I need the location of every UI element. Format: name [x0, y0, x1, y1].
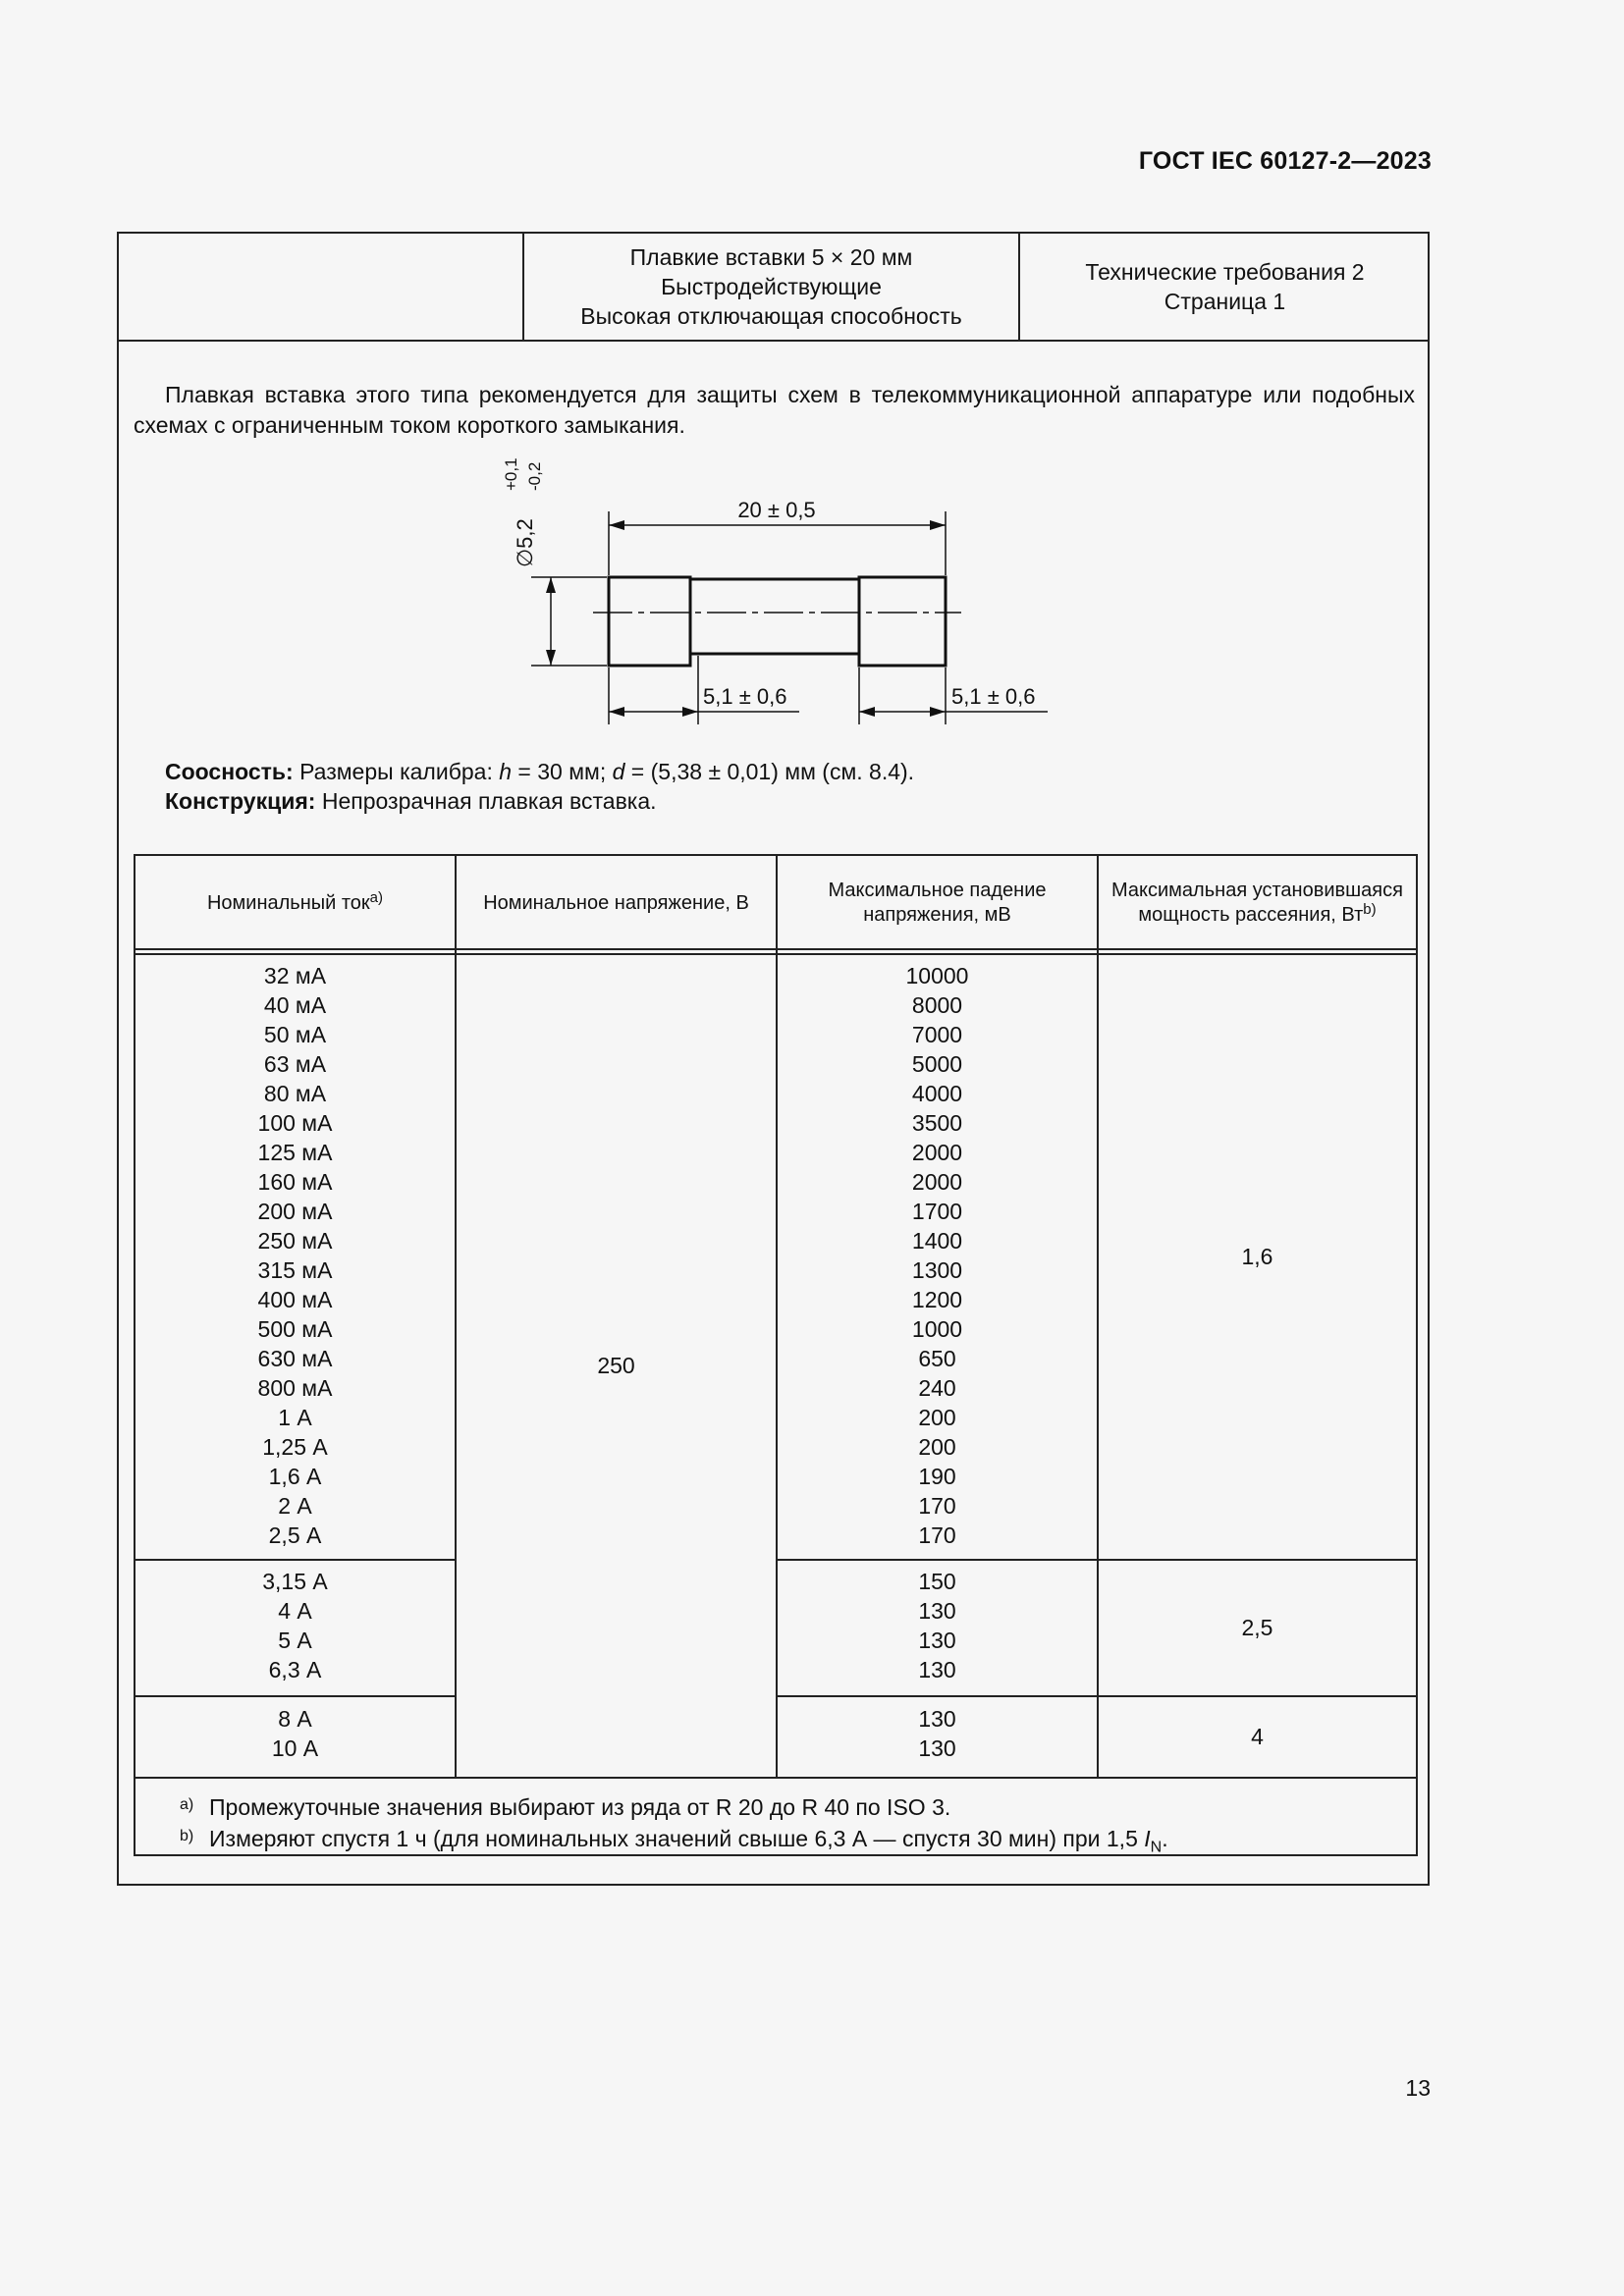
footnote-a: a) Промежуточные значения выбирают из ряда от R 20 до R 40 по ISO 3.	[180, 1794, 951, 1820]
voltage-drop-list-group-3	[778, 1704, 1097, 1763]
drop-value: 200	[918, 1434, 956, 1460]
drop-value: 8000	[911, 992, 963, 1018]
current-value: 5 А	[278, 1628, 312, 1653]
fuse-left-cap	[609, 577, 690, 666]
current-value: 800 мА	[257, 1375, 333, 1401]
drop-value: 130	[918, 1735, 956, 1761]
drop-value: 1400	[911, 1228, 963, 1254]
current-value: 630 мА	[257, 1346, 333, 1371]
current-value: 32 мА	[263, 963, 327, 988]
drop-value: 130	[918, 1706, 956, 1732]
drop-value: 7000	[911, 1022, 963, 1047]
current-value: 1,25 А	[262, 1434, 328, 1460]
sheet-requirement: Технические требования 2	[1085, 259, 1365, 285]
rated-voltage-value: 250	[597, 1353, 635, 1378]
current-value: 315 мА	[257, 1257, 333, 1283]
drop-value: 130	[918, 1598, 956, 1624]
right-cap-dim-label: 5,1 ± 0,6	[951, 684, 1036, 709]
table-footnotes	[180, 1790, 1168, 1863]
drop-value: 240	[918, 1375, 956, 1401]
header-rated-voltage: Номинальное напряжение, В	[483, 891, 749, 914]
current-value: 63 мА	[263, 1051, 327, 1077]
length-dim-label: 20 ± 0,5	[737, 498, 816, 522]
current-value: 100 мА	[257, 1110, 333, 1136]
header-max-power-dissipation: Максимальная установившаяся мощность рассеяния, Вт$^{b)}$	[1111, 880, 1403, 926]
voltage-drop-list-group-2	[778, 1567, 1097, 1684]
current-value: 1 А	[278, 1405, 312, 1430]
power-value-group-1: 1,6	[1241, 1244, 1273, 1269]
current-value: 400 мА	[257, 1287, 333, 1312]
header-rated-current: Номинальный ток$^{a)}$	[206, 888, 384, 914]
drop-value: 190	[918, 1464, 956, 1489]
header-max-voltage-drop: Максимальное падение напряжения, мВ	[828, 880, 1047, 926]
drop-value: 2000	[911, 1169, 963, 1195]
current-list-group-2	[135, 1567, 455, 1684]
drop-value: 4000	[911, 1081, 963, 1106]
drop-value: 10000	[905, 963, 969, 988]
ratings-table	[134, 854, 1418, 1856]
intro-paragraph: Плавкая вставка этого типа рекомендуется для защиты схем в телекоммуникационной аппаратуре или подобных схемах с ограниченным током короткого замыкания.	[134, 382, 1415, 438]
current-value: 200 мА	[257, 1199, 333, 1224]
current-value: 4 А	[278, 1598, 312, 1624]
current-value: 500 мА	[257, 1316, 333, 1342]
drop-value: 1000	[911, 1316, 963, 1342]
drop-value: 200	[918, 1405, 956, 1430]
drop-value: 3500	[911, 1110, 963, 1136]
drop-value: 2000	[911, 1140, 963, 1165]
voltage-drop-list-group-1	[778, 961, 1097, 1550]
subject-line: Плавкие вставки 5 × 20 мм	[629, 244, 913, 270]
drop-value: 130	[918, 1628, 956, 1653]
current-value: 6,3 А	[268, 1657, 322, 1682]
power-value-group-2: 2,5	[1241, 1615, 1273, 1640]
diameter-tol-plus: +0,1	[502, 457, 520, 491]
coaxiality-label: Соосность:	[165, 759, 294, 784]
construction-spec: Конструкция: Непрозрачная плавкая вставка.	[165, 788, 657, 814]
diameter-tol-minus: -0,2	[525, 461, 544, 491]
footnote-b: b) Измеряют спустя 1 ч (для номинальных значений свыше 6,3 А — спустя 30 мин) при 1,5 $I_N$.	[180, 1826, 1168, 1856]
coaxiality-spec: Соосность: Размеры калибра: h = 30 мм; d = (5,38 ± 0,01) мм (см. 8.4).	[165, 759, 915, 784]
current-value: 80 мА	[263, 1081, 327, 1106]
current-value: 10 А	[271, 1735, 319, 1761]
drop-value: 170	[918, 1493, 956, 1519]
fuse-dimension-drawing	[119, 234, 1430, 842]
current-value: 2 А	[278, 1493, 312, 1519]
construction-label: Конструкция:	[165, 788, 316, 814]
left-cap-dim-label: 5,1 ± 0,6	[703, 684, 787, 709]
subject-line: Быстродействующие	[661, 274, 882, 299]
current-value: 2,5 А	[268, 1522, 322, 1548]
current-list-group-1	[135, 961, 455, 1550]
current-value: 50 мА	[263, 1022, 327, 1047]
current-value: 3,15 А	[262, 1569, 328, 1594]
drop-value: 1700	[911, 1199, 963, 1224]
drop-value: 170	[918, 1522, 956, 1548]
drop-value: 650	[918, 1346, 956, 1371]
drop-value: 1300	[911, 1257, 963, 1283]
document-code: ГОСТ IEC 60127-2—2023	[1138, 147, 1432, 175]
current-value: 8 А	[278, 1706, 312, 1732]
drop-value: 1200	[911, 1287, 963, 1312]
current-list-group-3	[135, 1704, 455, 1763]
subject-line: Высокая отключающая способность	[580, 303, 962, 329]
current-value: 160 мА	[257, 1169, 333, 1195]
power-value-group-3: 4	[1251, 1724, 1264, 1749]
current-value: 1,6 А	[268, 1464, 322, 1489]
drop-value: 130	[918, 1657, 956, 1682]
current-value: 125 мА	[257, 1140, 333, 1165]
diameter-dim-label: ∅5,2	[513, 518, 537, 567]
page-number: 13	[1405, 2075, 1431, 2101]
current-value: 40 мА	[263, 992, 327, 1018]
drop-value: 150	[918, 1569, 956, 1594]
fuse-right-cap	[859, 577, 946, 666]
sheet-page: Страница 1	[1164, 289, 1286, 314]
current-value: 250 мА	[257, 1228, 333, 1254]
standard-sheet-frame	[117, 232, 1430, 1886]
drop-value: 5000	[911, 1051, 963, 1077]
